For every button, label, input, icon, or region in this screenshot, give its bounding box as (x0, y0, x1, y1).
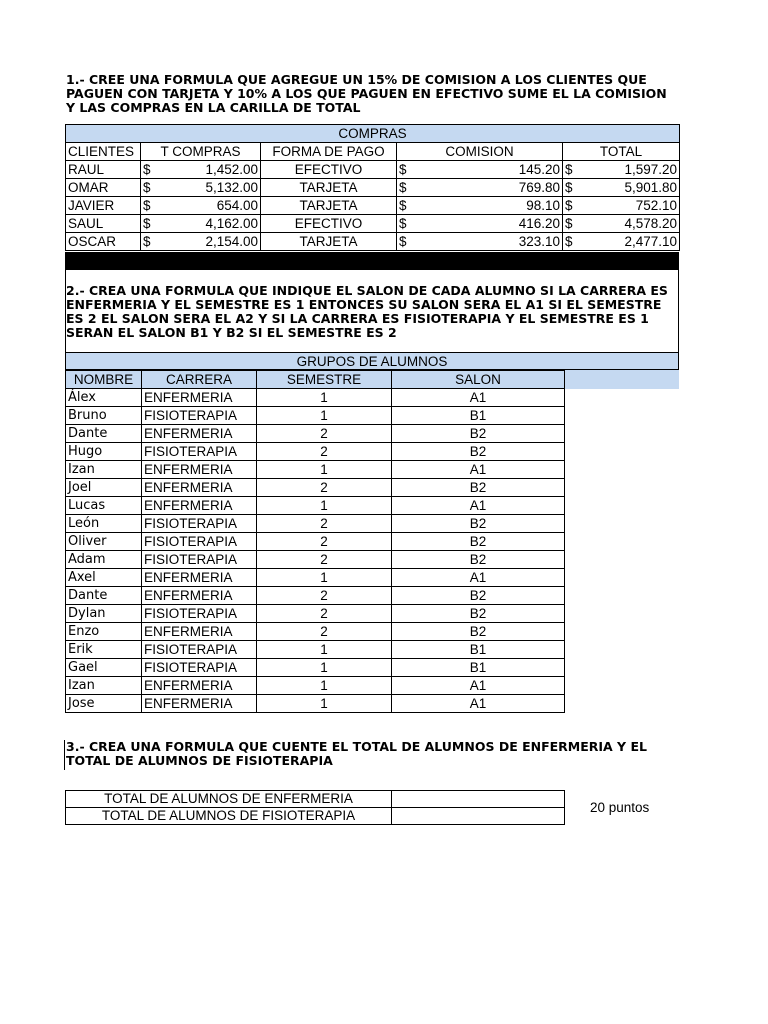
semestre-cell[interactable]: 1 (257, 407, 392, 425)
carrera-cell[interactable]: ENFERMERIA (142, 479, 257, 497)
question-2-text: 2.- CREA UNA FORMULA QUE INDIQUE EL SALON DE CADA ALUMNO SI LA CARRERA ES ENFERMERIA Y EL SEMESTRE ES 1 ENTONCES SU SALON SERA EL A1 SI EL SEMESTRE ES 2 EL SALON SERA EL A2 Y SI LA CARRERA ES FISIOTERAPIA Y EL SEMESTRE ES 1 SERAN EL SALON B1 Y B2 SI EL SEMESTRE ES 2 (66, 283, 668, 340)
alumno-row (66, 623, 565, 641)
compras-title-row (66, 125, 680, 143)
nombre-cell[interactable]: Erik (66, 641, 142, 659)
salon-cell[interactable]: B2 (392, 515, 565, 533)
salon-cell[interactable]: B2 (392, 443, 565, 461)
semestre-cell[interactable]: 2 (257, 605, 392, 623)
compras-row (66, 179, 680, 197)
comision-cell-value: 416.20 (518, 216, 560, 231)
total-enfermeria-row (66, 791, 565, 808)
comision-cell[interactable] (397, 197, 563, 215)
header-carrera: CARRERA (142, 371, 257, 389)
semestre-cell[interactable]: 2 (257, 443, 392, 461)
nombre-cell[interactable]: Enzo (66, 623, 142, 641)
carrera-cell[interactable]: ENFERMERIA (142, 425, 257, 443)
currency-symbol: $ (399, 162, 407, 177)
nombre-cell[interactable]: Dante (66, 425, 142, 443)
salon-cell[interactable]: B2 (392, 587, 565, 605)
currency-symbol: $ (143, 198, 151, 213)
carrera-cell[interactable]: ENFERMERIA (142, 587, 257, 605)
puntos-label: 20 puntos (590, 800, 650, 815)
currency-symbol: $ (565, 234, 573, 249)
total-cell-value: 5,901.80 (624, 180, 678, 195)
question-1-text: 1.- CREE UNA FORMULA QUE AGREGUE UN 15% DE COMISION A LOS CLIENTES QUE PAGUEN CON TARJETA Y 10% A LOS QUE PAGUEN EN EFECTIVO SUME EL LA COMISION Y LAS COMPRAS EN LA CARILLA DE TOTAL (66, 72, 667, 115)
forma-pago-cell[interactable]: EFECTIVO (261, 161, 397, 179)
carrera-cell[interactable]: ENFERMERIA (142, 461, 257, 479)
semestre-cell[interactable]: 1 (257, 641, 392, 659)
currency-symbol: $ (143, 162, 151, 177)
comision-cell-value: 145.20 (518, 162, 560, 177)
salon-cell[interactable]: B2 (392, 551, 565, 569)
currency-symbol: $ (399, 198, 407, 213)
header-semestre: SEMESTRE (257, 371, 392, 389)
nombre-cell[interactable]: Izan (66, 677, 142, 695)
compras-cell-value: 654.00 (216, 198, 258, 213)
cliente-cell[interactable]: JAVIER (66, 197, 141, 215)
alumno-row (66, 551, 565, 569)
carrera-cell[interactable]: FISIOTERAPIA (142, 605, 257, 623)
salon-cell[interactable]: A1 (392, 695, 565, 713)
alumno-row (66, 425, 565, 443)
semestre-cell[interactable]: 2 (257, 623, 392, 641)
nombre-cell[interactable]: Jose (66, 695, 142, 713)
semestre-cell[interactable]: 2 (257, 425, 392, 443)
nombre-cell[interactable]: Oliver (66, 533, 142, 551)
nombre-cell[interactable]: Adam (66, 551, 142, 569)
cliente-cell[interactable]: RAUL (66, 161, 141, 179)
black-separator-bar (65, 252, 679, 270)
currency-symbol: $ (399, 216, 407, 231)
comision-cell[interactable] (397, 233, 563, 251)
currency-symbol: $ (565, 198, 573, 213)
compras-cell[interactable] (141, 233, 261, 251)
nombre-cell[interactable]: Lucas (66, 497, 142, 515)
header-t-compras: T COMPRAS (141, 143, 261, 161)
total-cell[interactable] (563, 161, 680, 179)
total-enfermeria-label: TOTAL DE ALUMNOS DE ENFERMERIA (66, 791, 392, 808)
salon-cell[interactable]: B1 (392, 659, 565, 677)
header-forma-de-pago: FORMA DE PAGO (261, 143, 397, 161)
forma-pago-cell[interactable]: TARJETA (261, 233, 397, 251)
currency-symbol: $ (143, 216, 151, 231)
nombre-cell[interactable]: Izan (66, 461, 142, 479)
carrera-cell[interactable]: FISIOTERAPIA (142, 443, 257, 461)
compras-cell-value: 5,132.00 (205, 180, 258, 195)
nombre-cell[interactable]: Joel (66, 479, 142, 497)
compras-cell[interactable] (141, 161, 261, 179)
semestre-cell[interactable]: 1 (257, 461, 392, 479)
forma-pago-cell[interactable]: EFECTIVO (261, 215, 397, 233)
nombre-cell[interactable]: Bruno (66, 407, 142, 425)
currency-symbol: $ (565, 162, 573, 177)
total-cell-value: 2,477.10 (624, 234, 678, 249)
question-3-left-bar (64, 740, 65, 770)
alumno-row (66, 641, 565, 659)
alumno-row (66, 587, 565, 605)
salon-cell[interactable]: B1 (392, 641, 565, 659)
header-total: TOTAL (563, 143, 680, 161)
alumno-row (66, 497, 565, 515)
header-clientes: CLIENTES (66, 143, 141, 161)
currency-symbol: $ (399, 234, 407, 249)
currency-symbol: $ (399, 180, 407, 195)
cliente-cell[interactable]: OSCAR (66, 233, 141, 251)
salon-cell[interactable]: B2 (392, 605, 565, 623)
alumno-row (66, 569, 565, 587)
cliente-cell[interactable]: OMAR (66, 179, 141, 197)
carrera-cell[interactable]: FISIOTERAPIA (142, 407, 257, 425)
semestre-cell[interactable]: 1 (257, 389, 392, 407)
nombre-cell[interactable]: Álex (66, 389, 142, 407)
semestre-cell[interactable]: 1 (257, 569, 392, 587)
salon-cell[interactable]: A1 (392, 497, 565, 515)
compras-cell[interactable] (141, 215, 261, 233)
alumno-row (66, 443, 565, 461)
carrera-cell[interactable]: ENFERMERIA (142, 695, 257, 713)
carrera-cell[interactable]: FISIOTERAPIA (142, 659, 257, 677)
compras-cell-value: 1,452.00 (205, 162, 258, 177)
carrera-cell[interactable]: FISIOTERAPIA (142, 533, 257, 551)
carrera-cell[interactable]: FISIOTERAPIA (142, 551, 257, 569)
compras-row (66, 215, 680, 233)
compras-row (66, 233, 680, 251)
currency-symbol: $ (565, 216, 573, 231)
compras-cell[interactable] (141, 179, 261, 197)
totals-table (65, 790, 565, 825)
salon-cell[interactable]: A1 (392, 461, 565, 479)
header-comision: COMISION (397, 143, 563, 161)
semestre-cell[interactable]: 2 (257, 587, 392, 605)
compras-cell-value: 2,154.00 (205, 234, 258, 249)
carrera-cell[interactable]: FISIOTERAPIA (142, 515, 257, 533)
alumno-row (66, 479, 565, 497)
semestre-cell[interactable]: 2 (257, 533, 392, 551)
compras-title: COMPRAS (66, 125, 680, 143)
semestre-cell[interactable]: 1 (257, 659, 392, 677)
carrera-cell[interactable]: ENFERMERIA (142, 677, 257, 695)
currency-symbol: $ (565, 180, 573, 195)
salon-cell[interactable]: B2 (392, 479, 565, 497)
nombre-cell[interactable]: Gael (66, 659, 142, 677)
alumno-row (66, 695, 565, 713)
alumno-row (66, 407, 565, 425)
forma-pago-cell[interactable]: TARJETA (261, 197, 397, 215)
total-fisioterapia-row (66, 808, 565, 825)
semestre-cell[interactable]: 1 (257, 695, 392, 713)
alumno-row (66, 515, 565, 533)
total-cell-value: 4,578.20 (624, 216, 678, 231)
comision-cell-value: 769.80 (518, 180, 560, 195)
alumno-row (66, 461, 565, 479)
alumno-row (66, 533, 565, 551)
question-3-text: 3.- CREA UNA FORMULA QUE CUENTE EL TOTAL DE ALUMNOS DE ENFERMERIA Y EL TOTAL DE ALUMNOS DE FISIOTERAPIA (66, 739, 647, 768)
carrera-cell[interactable]: ENFERMERIA (142, 569, 257, 587)
semestre-cell[interactable]: 2 (257, 515, 392, 533)
compras-cell-value: 4,162.00 (205, 216, 258, 231)
compras-cell[interactable] (141, 197, 261, 215)
total-cell-value: 1,597.20 (624, 162, 678, 177)
carrera-cell[interactable]: ENFERMERIA (142, 623, 257, 641)
comision-cell-value: 98.10 (526, 198, 560, 213)
semestre-cell[interactable]: 2 (257, 551, 392, 569)
salon-cell[interactable]: B2 (392, 533, 565, 551)
compras-table (65, 124, 680, 251)
salon-cell[interactable]: A1 (392, 677, 565, 695)
nombre-cell[interactable]: León (66, 515, 142, 533)
comision-cell[interactable] (397, 161, 563, 179)
total-fisioterapia-cell[interactable] (392, 808, 565, 825)
salon-cell[interactable]: B2 (392, 425, 565, 443)
alumno-row (66, 659, 565, 677)
carrera-cell[interactable]: ENFERMERIA (142, 389, 257, 407)
total-cell[interactable] (563, 215, 680, 233)
currency-symbol: $ (143, 180, 151, 195)
alumno-row (66, 605, 565, 623)
compras-header-row (66, 143, 680, 161)
nombre-cell[interactable]: Dante (66, 587, 142, 605)
carrera-cell[interactable]: FISIOTERAPIA (142, 641, 257, 659)
salon-cell[interactable]: A1 (392, 569, 565, 587)
nombre-cell[interactable]: Hugo (66, 443, 142, 461)
compras-row (66, 161, 680, 179)
grupos-table (65, 370, 565, 713)
semestre-cell[interactable]: 1 (257, 497, 392, 515)
grupos-header-row (66, 371, 565, 389)
header-salon: SALON (392, 371, 565, 389)
semestre-cell[interactable]: 2 (257, 479, 392, 497)
salon-cell[interactable]: B2 (392, 623, 565, 641)
semestre-cell[interactable]: 1 (257, 677, 392, 695)
nombre-cell[interactable]: Axel (66, 569, 142, 587)
grupos-title: GRUPOS DE ALUMNOS (65, 352, 679, 370)
carrera-cell[interactable]: ENFERMERIA (142, 497, 257, 515)
compras-row (66, 197, 680, 215)
nombre-cell[interactable]: Dylan (66, 605, 142, 623)
total-cell[interactable] (563, 197, 680, 215)
forma-pago-cell[interactable]: TARJETA (261, 179, 397, 197)
cliente-cell[interactable]: SAUL (66, 215, 141, 233)
total-cell-value: 752.10 (635, 198, 678, 213)
total-cell[interactable] (563, 233, 680, 251)
currency-symbol: $ (143, 234, 151, 249)
comision-cell[interactable] (397, 179, 563, 197)
salon-cell[interactable]: A1 (392, 389, 565, 407)
header-nombre: NOMBRE (66, 371, 142, 389)
alumno-row (66, 389, 565, 407)
grupos-header-fill (563, 370, 679, 389)
comision-cell[interactable] (397, 215, 563, 233)
total-cell[interactable] (563, 179, 680, 197)
alumno-row (66, 677, 565, 695)
salon-cell[interactable]: B1 (392, 407, 565, 425)
total-enfermeria-cell[interactable] (392, 791, 565, 808)
comision-cell-value: 323.10 (518, 234, 560, 249)
total-fisioterapia-label: TOTAL DE ALUMNOS DE FISIOTERAPIA (66, 808, 392, 825)
